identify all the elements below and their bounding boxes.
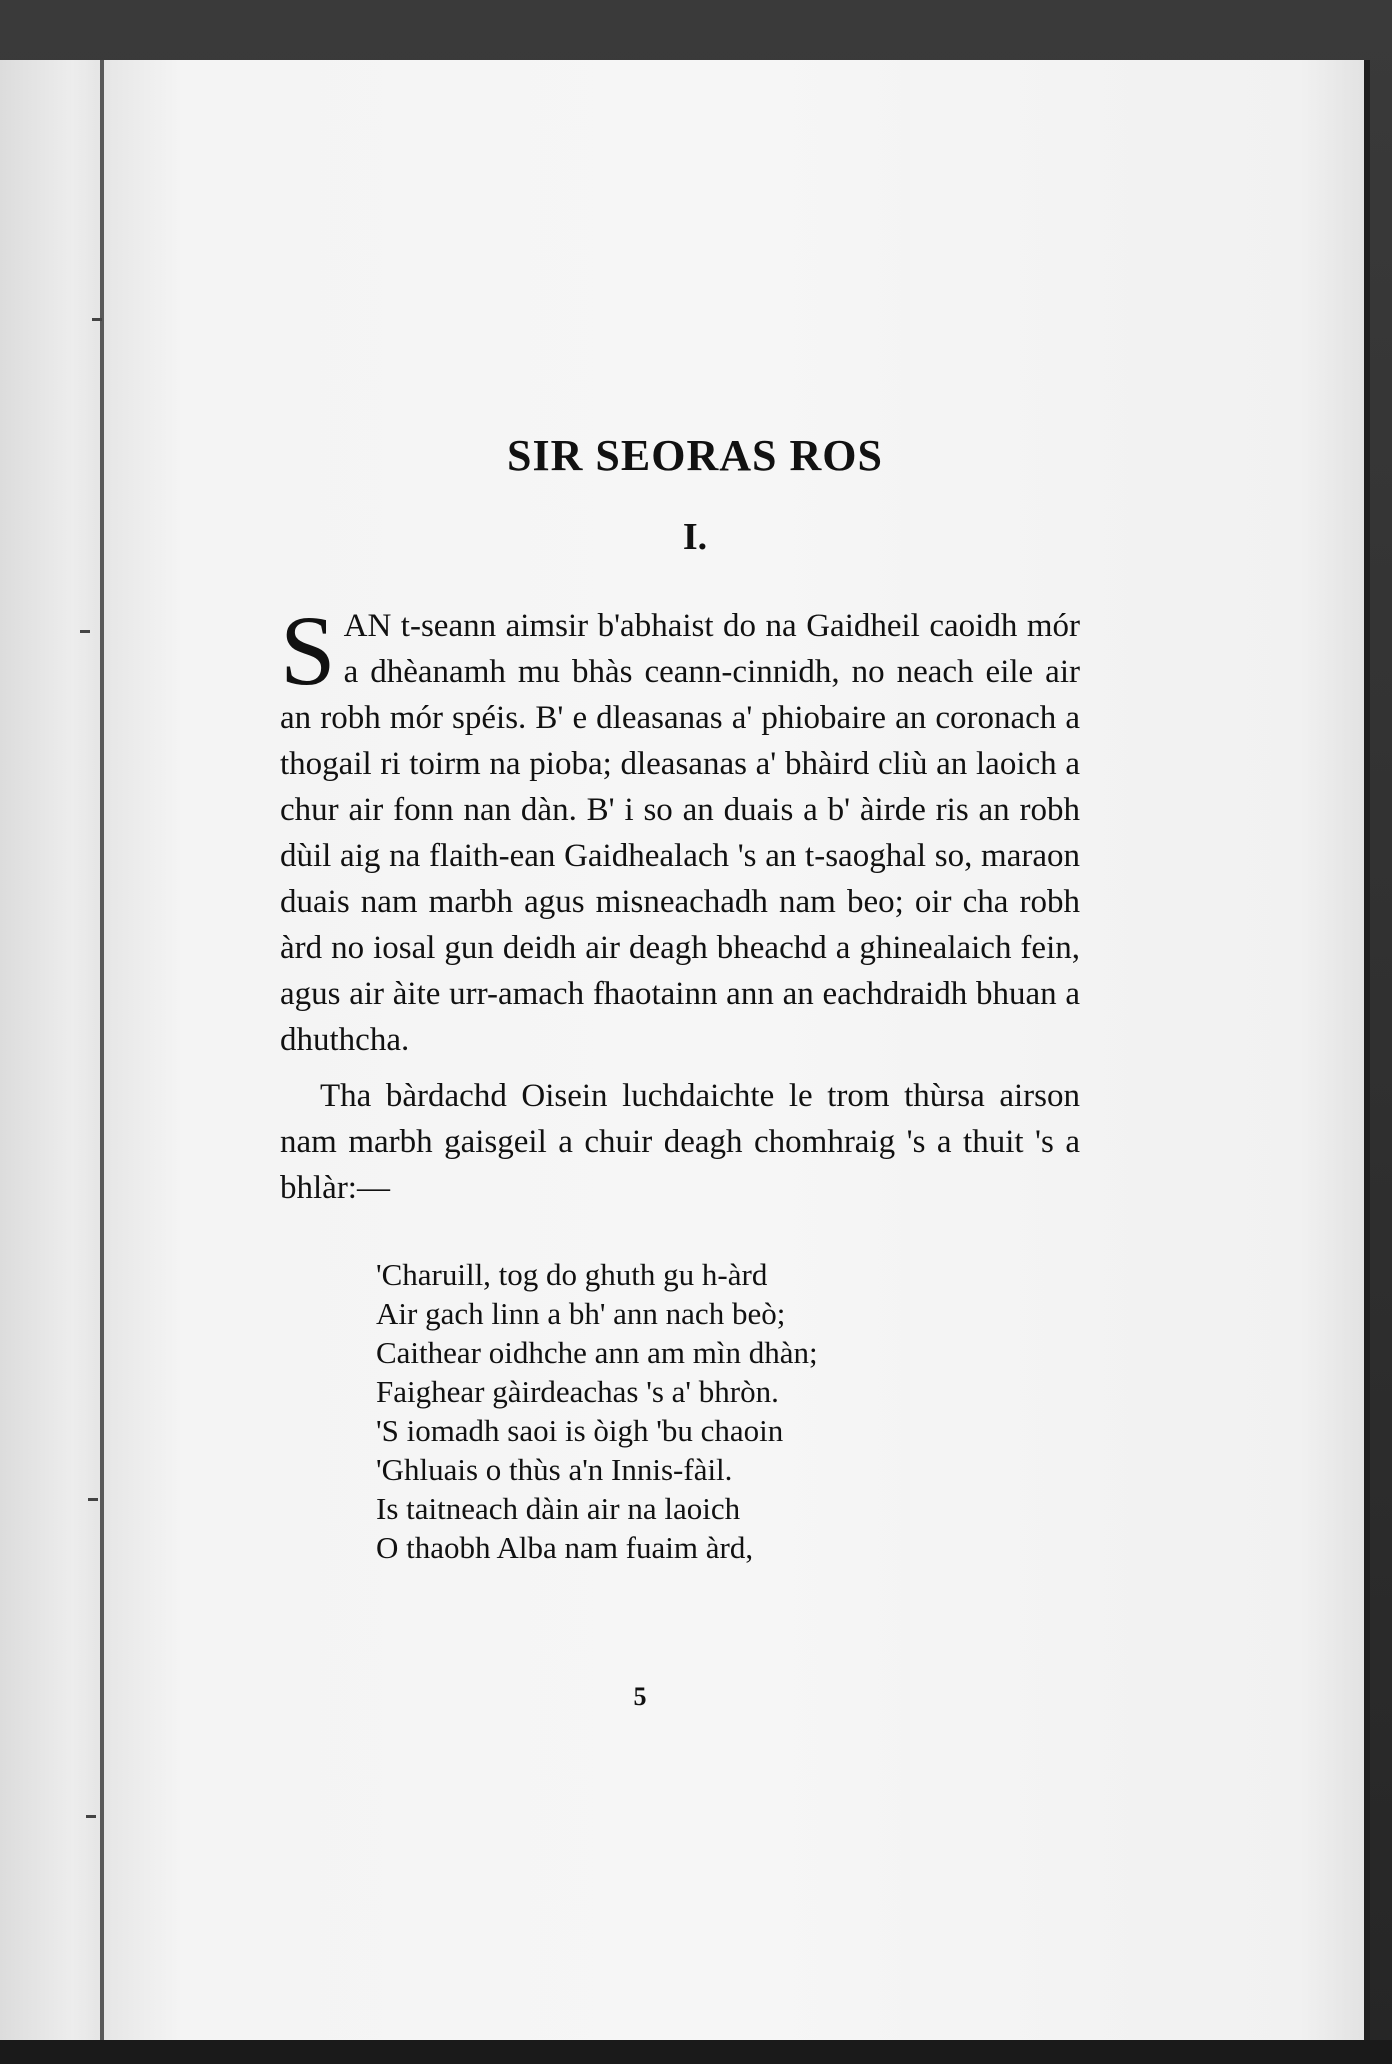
binding-mark [86, 1815, 96, 1818]
verse-line: Air gach linn a bh' ann nach beò; [376, 1296, 786, 1331]
verse-line: Caithear oidhche ann am mìn dhàn; [376, 1335, 818, 1370]
verse-line: Is taitneach dàin air na laoich [376, 1491, 741, 1526]
paragraph-2: Tha bàrdachd Oisein luchdaichte le trom thùrsa airson nam marbh gaisgeil a chuir deagh chomhraig 's a thuit 's a bhlàr:— [280, 1078, 1080, 1206]
left-page-edge [0, 60, 104, 2050]
verse-line: O thaobh Alba nam fuaim àrd, [376, 1530, 754, 1565]
verse-line: 'Charuill, tog do ghuth gu h-àrd [376, 1257, 768, 1292]
drop-cap: S [280, 595, 336, 706]
verse-line: Faighear gàirdeachas 's a' bhròn. [376, 1374, 779, 1409]
scan-bottom-edge [0, 2040, 1392, 2064]
paragraph-1 [280, 595, 1080, 1063]
page-number: 5 [633, 1682, 647, 1711]
binding-mark [80, 630, 90, 633]
verse-block [376, 1255, 1080, 1567]
section-number: I. [682, 516, 708, 558]
paragraph-1-text: t-seann aimsir b'abhaist do na Gaidheil caoidh mór a dhèanamh mu bhàs ceann-cinnidh, no neach eile air an robh mór spéis. B' e dleasanas a' phiobaire an coronach a thogail ri toirm na pioba; dleasanas a' bhàird cliù an laoich a chur air fonn nan dàn. B' i so an duais a b' àirde ris an robh dùil aig na flaith-ean Gaidhealach 's an t-saoghal so, maraon duais nam marbh agus misneachadh nam beo; oir cha robh àrd no iosal gun deidh air deagh bheachd a ghinealaich fein, agus air àite urr-amach fhaotainn ann an eachdraidh bhuan a dhuthcha. [280, 608, 1080, 1058]
binding-mark [88, 1498, 98, 1501]
page-text [280, 430, 1080, 1567]
chapter-title: SIR SEORAS ROS [507, 431, 883, 480]
verse-line: 'Ghluais o thùs a'n Innis-fàil. [376, 1452, 733, 1487]
lead-word: AN [343, 608, 392, 644]
verse-line: 'S iomadh saoi is òigh 'bu chaoin [376, 1413, 784, 1448]
binding-mark [92, 318, 102, 321]
